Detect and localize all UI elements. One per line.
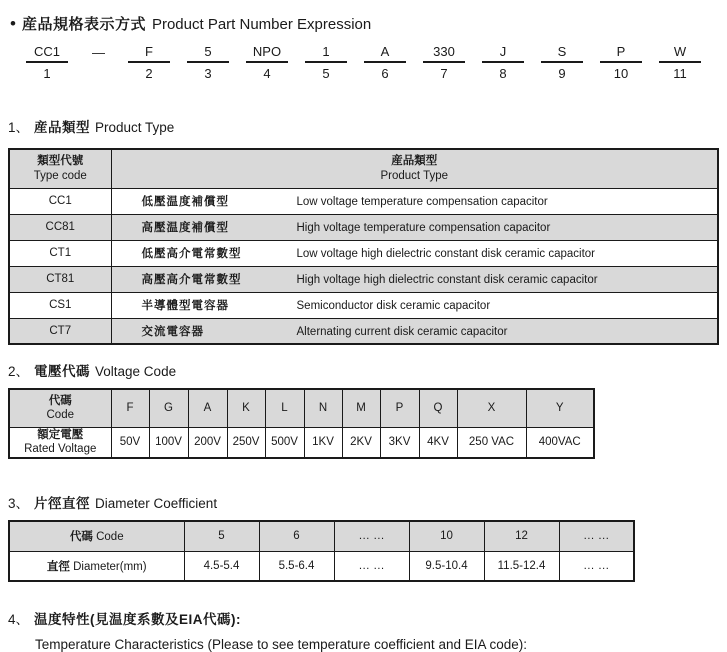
row-header-zh: 代碼 <box>48 394 72 407</box>
voltage-code-cell: M <box>342 389 380 427</box>
col-header-en: Product Type <box>380 169 449 182</box>
type-name-en: High voltage temperature compensation capacitor <box>296 222 551 234</box>
type-name-en: Semiconductor disk ceramic capacitor <box>296 300 491 312</box>
section-heading-temperature <box>8 608 727 628</box>
type-code-cell: CT1 <box>9 240 111 266</box>
part-number-position: 7 <box>440 66 448 81</box>
type-name-en: Low voltage high dielectric constant disk ceramic capacitor <box>296 248 596 260</box>
voltage-value-cell: 100V <box>149 427 188 458</box>
col-header-en: Type code <box>33 169 87 182</box>
row-header-en: Diameter(mm) <box>73 560 147 573</box>
diameter-code-cell: … … <box>334 521 409 551</box>
part-number-code: S <box>541 44 583 63</box>
section-number: 2、 <box>8 364 30 379</box>
voltage-code-cell: N <box>304 389 342 427</box>
part-number-position: 10 <box>613 66 629 81</box>
type-name-zh: 低壓温度補償型 <box>141 196 229 208</box>
table-header-row <box>9 389 594 427</box>
table-row <box>9 266 718 292</box>
voltage-value-cell: 50V <box>111 427 149 458</box>
type-name-en: High voltage high dielectric constant disk ceramic capacitor <box>296 274 598 286</box>
part-number-position: 4 <box>263 66 271 81</box>
part-number-position: 9 <box>558 66 566 81</box>
type-name-en: Alternating current disk ceramic capacitor <box>296 325 508 338</box>
row-header-zh: 額定電壓 <box>37 428 84 441</box>
type-code-cell: CC1 <box>9 188 111 214</box>
voltage-value-cell: 250 VAC <box>457 427 526 458</box>
section-title-zh: 産品類型 <box>34 120 91 135</box>
section-title-en: Voltage Code <box>95 364 177 379</box>
type-name-en: Low voltage temperature compensation capacitor <box>296 196 548 208</box>
type-desc-cell <box>111 292 718 318</box>
part-number-expression <box>26 44 727 81</box>
type-desc-cell <box>111 188 718 214</box>
diameter-value-cell: 11.5-12.4 <box>484 551 559 581</box>
diameter-code-cell: 10 <box>409 521 484 551</box>
voltage-code-cell: Q <box>419 389 457 427</box>
part-number-code: NPO <box>246 44 288 63</box>
type-code-cell: CS1 <box>9 292 111 318</box>
type-name-zh: 低壓高介電常數型 <box>141 248 242 260</box>
part-number-code: 5 <box>187 44 229 63</box>
row-header-en: Code <box>96 531 124 544</box>
row-header-zh: 代碼 <box>69 531 93 544</box>
table-row <box>9 427 594 458</box>
voltage-code-cell: K <box>227 389 265 427</box>
part-number-code: 330 <box>423 44 465 63</box>
row-header-rated-voltage <box>9 427 111 458</box>
part-number-segment <box>482 44 524 81</box>
section-title-zh: 片徑直徑 <box>34 496 91 511</box>
voltage-value-cell: 2KV <box>342 427 380 458</box>
part-number-segment <box>423 44 465 81</box>
table-row <box>9 318 718 344</box>
voltage-value-cell: 1KV <box>304 427 342 458</box>
diameter-value-cell: … … <box>559 551 634 581</box>
voltage-code-table <box>8 388 595 459</box>
page-title <box>0 0 727 34</box>
type-code-cell: CC81 <box>9 214 111 240</box>
diameter-code-cell: 5 <box>184 521 259 551</box>
type-name-zh: 高壓温度補償型 <box>141 222 229 234</box>
type-desc-cell <box>111 318 718 344</box>
section-number: 3、 <box>8 496 30 511</box>
voltage-value-cell: 200V <box>188 427 227 458</box>
part-number-position: 5 <box>322 66 330 81</box>
part-number-position: 2 <box>145 66 153 81</box>
part-number-segment <box>364 44 406 81</box>
voltage-code-cell: X <box>457 389 526 427</box>
part-number-code: J <box>482 44 524 63</box>
diameter-code-cell: … … <box>559 521 634 551</box>
table-header-row <box>9 149 718 188</box>
col-header-type-code <box>9 149 111 188</box>
part-number-code: P <box>600 44 642 63</box>
temperature-characteristics-text: Temperature Characteristics (Please to see temperature coefficient and EIA code): <box>35 637 527 652</box>
diameter-value-cell: 9.5-10.4 <box>409 551 484 581</box>
row-header-code <box>9 389 111 427</box>
row-header-diameter <box>9 551 184 581</box>
voltage-value-cell: 500V <box>265 427 304 458</box>
part-number-segment <box>600 44 642 81</box>
type-code-cell: CT81 <box>9 266 111 292</box>
part-number-code: A <box>364 44 406 63</box>
part-number-separator: — <box>92 45 104 60</box>
part-number-code: CC1 <box>26 44 68 63</box>
table-row <box>9 188 718 214</box>
part-number-position: 11 <box>673 66 687 81</box>
voltage-value-cell: 250V <box>227 427 265 458</box>
row-header-code <box>9 521 184 551</box>
diameter-value-cell: 5.5-6.4 <box>259 551 334 581</box>
part-number-segment <box>187 44 229 81</box>
voltage-code-cell: A <box>188 389 227 427</box>
diameter-value-cell: 4.5-5.4 <box>184 551 259 581</box>
section-title-zh: 電壓代碼 <box>34 364 91 379</box>
part-number-segment <box>305 44 347 81</box>
type-code-cell: CT7 <box>9 318 111 344</box>
type-desc-cell <box>111 214 718 240</box>
row-header-en: Code <box>46 409 74 422</box>
diameter-code-cell: 12 <box>484 521 559 551</box>
part-number-position: 1 <box>43 66 51 81</box>
type-name-zh: 交流電容器 <box>141 325 204 338</box>
type-desc-cell <box>111 240 718 266</box>
voltage-value-cell: 4KV <box>419 427 457 458</box>
diameter-value-cell: … … <box>334 551 409 581</box>
voltage-code-cell: Y <box>526 389 594 427</box>
voltage-value-cell: 3KV <box>380 427 419 458</box>
page-title-zh: 産品規格表示方式 <box>21 16 146 33</box>
row-header-en: Rated Voltage <box>24 443 97 456</box>
section-heading-voltage-code <box>8 360 727 380</box>
voltage-value-cell: 400VAC <box>526 427 594 458</box>
table-row <box>9 292 718 318</box>
table-row <box>9 214 718 240</box>
type-name-zh: 高壓高介電常數型 <box>141 274 242 286</box>
section-heading-product-type <box>8 116 727 136</box>
type-desc-cell <box>111 266 718 292</box>
part-number-segment <box>246 44 288 81</box>
diameter-table <box>8 520 635 582</box>
voltage-code-cell: L <box>265 389 304 427</box>
part-number-segment <box>541 44 583 81</box>
part-number-position: 8 <box>499 66 507 81</box>
section-number: 4、 <box>8 612 30 627</box>
part-number-code: 1 <box>305 44 347 63</box>
section-title-zh: 温度特性(見温度系數及EIA代碼): <box>34 612 242 627</box>
section-title-en: Diameter Coefficient <box>95 496 218 511</box>
part-number-code: F <box>128 44 170 63</box>
type-name-zh: 半導體型電容器 <box>141 300 229 312</box>
section-title-en: Product Type <box>95 120 175 135</box>
part-number-segment <box>128 44 170 81</box>
bullet-icon: • <box>10 14 16 33</box>
part-number-position: 6 <box>381 66 389 81</box>
table-row <box>9 551 634 581</box>
table-header-row <box>9 521 634 551</box>
part-number-segment <box>26 44 68 81</box>
col-header-zh: 産品類型 <box>391 155 438 168</box>
col-header-zh: 類型代號 <box>37 155 84 168</box>
diameter-code-cell: 6 <box>259 521 334 551</box>
product-type-table <box>8 148 719 345</box>
col-header-product-type <box>111 149 718 188</box>
section-heading-diameter <box>8 492 727 512</box>
page-title-en: Product Part Number Expression <box>151 16 372 33</box>
voltage-code-cell: P <box>380 389 419 427</box>
part-number-segment <box>659 44 701 81</box>
part-number-code: W <box>659 44 701 63</box>
part-number-position: 3 <box>204 66 212 81</box>
section-number: 1、 <box>8 120 30 135</box>
row-header-zh: 直徑 <box>46 560 70 573</box>
voltage-code-cell: G <box>149 389 188 427</box>
table-row <box>9 240 718 266</box>
voltage-code-cell: F <box>111 389 149 427</box>
